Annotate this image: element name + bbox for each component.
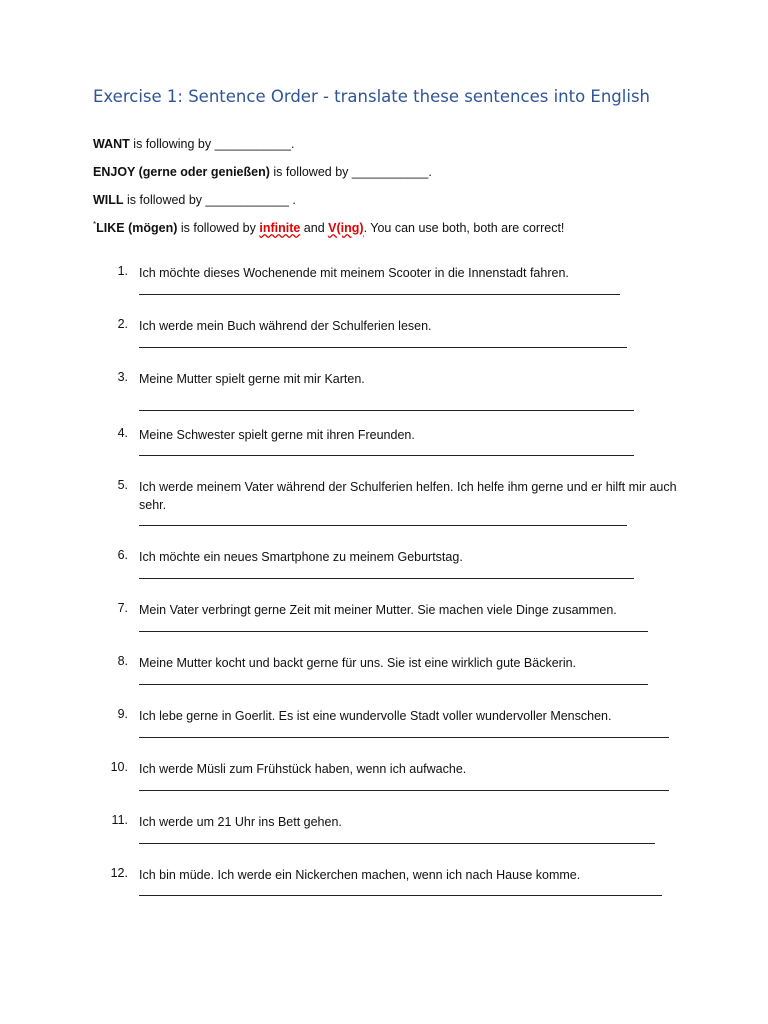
item-sentence: Ich werde mein Buch während der Schulferien lesen. [139, 319, 432, 333]
item-sentence: Ich werde um 21 Uhr ins Bett gehen. [139, 815, 342, 829]
item-number: 10. [110, 760, 128, 774]
answer-line[interactable] [139, 455, 634, 456]
answer-line[interactable] [139, 347, 627, 348]
item-sentence: Meine Mutter spielt gerne mit mir Karten. [139, 372, 365, 386]
rule-like-term: LIKE (mögen) [96, 221, 178, 236]
rule-want-term: WANT [93, 137, 130, 151]
item-sentence: Ich möchte ein neues Smartphone zu meinem Geburtstag. [139, 550, 463, 564]
rule-like [93, 220, 564, 235]
item-number: 6. [117, 548, 128, 562]
rule-want-text: is following by ___________. [129, 137, 295, 151]
item-number: 7. [117, 601, 128, 615]
answer-line[interactable] [139, 410, 634, 411]
item-number: 2. [117, 317, 128, 331]
rule-will [93, 193, 296, 207]
answer-line[interactable] [139, 843, 655, 844]
answer-line[interactable] [139, 294, 620, 295]
item-sentence: Ich möchte dieses Wochenende mit meinem Scooter in die Innenstadt fahren. [139, 266, 569, 280]
item-number: 3. [117, 370, 128, 384]
option-ving: V(ing) [328, 221, 364, 236]
rule-like-mid: and [300, 221, 329, 236]
answer-line[interactable] [139, 578, 634, 579]
item-number: 4. [117, 426, 128, 440]
rule-will-term: WILL [93, 193, 124, 207]
answer-line[interactable] [139, 684, 648, 685]
answer-line[interactable] [139, 631, 648, 632]
exercise-title: Exercise 1: Sentence Order - translate these sentences into English [93, 87, 650, 106]
item-sentence: Ich lebe gerne in Goerlit. Es ist eine wundervolle Stadt voller wundervoller Menschen. [139, 709, 612, 723]
item-sentence: Ich werde Müsli zum Frühstück haben, wenn ich aufwache. [139, 762, 467, 776]
item-number: 9. [117, 707, 128, 721]
item-sentence: Mein Vater verbringt gerne Zeit mit meiner Mutter. Sie machen viele Dinge zusammen. [139, 603, 617, 617]
item-number: 8. [117, 654, 128, 668]
item-sentence: Meine Mutter kocht und backt gerne für uns. Sie ist eine wirklich gute Bäckerin. [139, 656, 577, 670]
item-number: 5. [117, 478, 128, 492]
rule-will-text: is followed by ____________ . [123, 193, 296, 207]
rule-want [93, 137, 295, 151]
rule-like-pre: is followed by [177, 221, 260, 236]
item-sentence: Meine Schwester spielt gerne mit ihren Freunden. [139, 428, 415, 442]
asterisk-mark: * [93, 220, 97, 229]
item-sentence: Ich bin müde. Ich werde ein Nickerchen machen, wenn ich nach Hause komme. [139, 868, 581, 882]
item-sentence: Ich werde meinem Vater während der Schulferien helfen. Ich helfe ihm gerne und er hilft mir auch sehr. [139, 480, 677, 512]
rule-like-post: . You can use both, both are correct! [363, 221, 565, 236]
item-number: 1. [117, 264, 128, 278]
rule-enjoy-term: ENJOY (gerne oder genießen) [93, 165, 270, 179]
answer-line[interactable] [139, 737, 669, 738]
answer-line[interactable] [139, 895, 662, 896]
answer-line[interactable] [139, 790, 669, 791]
item-number: 12. [110, 866, 128, 880]
item-number: 11. [111, 813, 128, 827]
option-infinite: infinite [259, 221, 301, 236]
rule-enjoy-text: is followed by ___________. [269, 165, 432, 179]
answer-line[interactable] [139, 525, 627, 526]
rule-enjoy [93, 165, 432, 179]
